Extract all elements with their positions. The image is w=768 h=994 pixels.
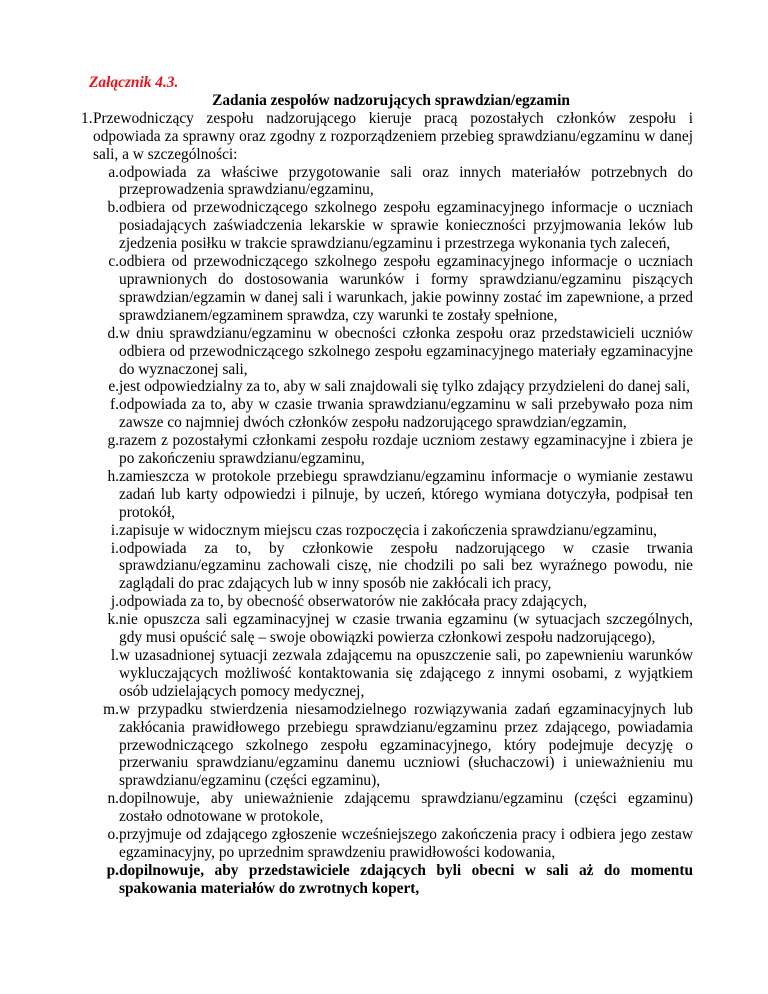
document-page (81, 74, 693, 898)
list-item-label: i. (110, 521, 119, 539)
list-item-text: odbiera od przewodniczącego szkolnego zespołu egzaminacyjnego informacje o uczniach uprawnionych do dostosowania warunków i formy sprawdzianu/egzaminu piszących sprawdzian/egzamin w danej sali i warunkach, jakie powinny zostać im zapewnione, a przed sprawdzianem/egzaminem sprawdza, czy warunki te zostały spełnione, (119, 253, 693, 324)
list-item-label: p. (106, 861, 119, 879)
main-point-number: 1. (81, 109, 93, 127)
list-item (89, 862, 693, 898)
list-item (89, 540, 693, 594)
list-item-text: w przypadku stwierdzenia niesamodzielnego rozwiązywania zadań egzaminacyjnych lub zakłócania prawidłowego przebiegu sprawdzianu/egzaminu przez zdającego, powiadamia przewodniczącego szkolnego zespołu egzaminacyjnego, który podejmuje decyzję o przerwaniu sprawdzianu/egzaminu danemu uczniowi (słuchaczowi) i unieważnieniu mu sprawdzianu/egzaminu (części egzaminu), (119, 700, 693, 790)
list-item (89, 826, 693, 862)
list-item-label: d. (107, 324, 119, 342)
list-item (89, 378, 693, 396)
list-item-label: g. (107, 432, 119, 450)
list-item (89, 432, 693, 468)
document-title: Zadania zespołów nadzorujących sprawdzian/egzamin (212, 91, 570, 109)
list-item (89, 199, 693, 253)
list-item (89, 325, 693, 379)
list-item-text: zamieszcza w protokole przebiegu sprawdzianu/egzaminu informacje o wymianie zestawu zadań lub karty odpowiedzi i pilnuje, by uczeń, którego wymiana dotyczyła, podpisał ten protokół, (119, 467, 693, 521)
list-item-text: dopilnowuje, aby przedstawiciele zdających byli obecni w sali aż do momentu spakowania materiałów do zwrotnych kopert, (119, 861, 693, 897)
list-item (89, 701, 693, 791)
list-item-label: b. (107, 199, 119, 217)
annex-label: Załącznik 4.3. (89, 74, 179, 91)
list-item-label: i. (110, 539, 119, 557)
list-item-text: razem z pozostałymi członkami zespołu rozdaje uczniom zestawy egzaminacyjne i zbiera je po zakończeniu sprawdzianu/egzaminu, (119, 432, 693, 468)
list-item-label: j. (110, 593, 119, 611)
list-item (89, 164, 693, 200)
list-item-text: nie opuszcza sali egzaminacyjnej w czasie trwania egzaminu (w sytuacjach szczególnych, gdy musi opuścić salę – swoje obowiązki powierza członkowi zespołu nadzorującego), (119, 611, 693, 647)
list-item-label: m. (103, 700, 119, 718)
list-item-text: odbiera od przewodniczącego szkolnego zespołu egzaminacyjnego informacje o uczniach posiadających zaświadczenia lekarskie w sprawie konieczności przyjmowania leków lub zjedzenia posiłku w trakcie sprawdzianu/egzaminu i przestrzega wykonania tych zaleceń, (119, 199, 693, 253)
main-point-text: Przewodniczący zespołu nadzorującego kieruje pracą pozostałych członków zespołu i odpowiada za sprawny oraz zgodny z rozporządzeniem przebieg sprawdzianu/egzaminu w danej sali, a w szczególności: (93, 109, 693, 163)
list-item (89, 647, 693, 701)
list-item-label: o. (107, 826, 119, 844)
list-item-text: jest odpowiedzialny za to, aby w sali znajdowali się tylko zdający przydzieleni do danej sali, (119, 378, 690, 396)
main-point (81, 109, 693, 164)
list-item (89, 611, 693, 647)
list-item (89, 790, 693, 826)
list-item-text: dopilnowuje, aby unieważnienie zdającemu sprawdzianu/egzaminu (części egzaminu) zostało odnotowane w protokole, (119, 790, 693, 826)
list-item-text: w uzasadnionej sytuacji zezwala zdającemu na opuszczenie sali, po zapewnieniu warunków wykluczających możliwość kontaktowania się zdającego z innymi osobami, z wyjątkiem osób udzielających pomocy medycznej, (119, 647, 693, 700)
duties-list (89, 164, 693, 898)
list-item-label: c. (108, 253, 119, 271)
list-item-text: zapisuje w widocznym miejscu czas rozpoczęcia i zakończenia sprawdzianu/egzaminu, (119, 521, 658, 539)
list-item-label: a. (108, 163, 119, 181)
list-item-label: e. (108, 378, 119, 396)
list-item-text: w dniu sprawdzianu/egzaminu w obecności członka zespołu oraz przedstawicieli uczniów odbiera od przewodniczącego szkolnego zespołu egzaminacyjnego materiały egzaminacyjne do wyznaczonej sali, (119, 324, 693, 378)
list-item-label: f. (110, 396, 119, 414)
list-item (89, 468, 693, 522)
list-item (89, 396, 693, 432)
list-item-label: h. (107, 467, 119, 485)
list-item (89, 253, 693, 325)
list-item-text: odpowiada za to, by członkowie zespołu nadzorującego w czasie trwania sprawdzianu/egzaminu zachowali ciszę, nie chodzili po sali bez wyraźnego powodu, nie zaglądali do prac zdających lub w inny sposób nie zakłócali ich pracy, (119, 539, 693, 593)
list-item-text: odpowiada za to, by obecność obserwatorów nie zakłócała pracy zdających, (119, 593, 587, 611)
list-item (89, 522, 693, 540)
list-item-label: n. (107, 790, 119, 808)
list-item-text: odpowiada za właściwe przygotowanie sali oraz innych materiałów potrzebnych do przeprowadzenia sprawdzianu/egzaminu, (119, 163, 693, 199)
list-item-label: k. (107, 611, 119, 629)
list-item (89, 593, 693, 611)
list-item-label: l. (110, 647, 119, 664)
list-item-text: przyjmuje od zdającego zgłoszenie wcześniejszego zakończenia pracy i odbiera jego zestaw egzaminacyjny, po uprzednim sprawdzeniu prawidłowości kodowania, (119, 826, 693, 861)
list-item-text: odpowiada za to, aby w czasie trwania sprawdzianu/egzaminu w sali przebywało poza nim zawsze co najmniej dwóch członków zespołu nadzorującego sprawdzian/egzamin, (119, 396, 693, 432)
